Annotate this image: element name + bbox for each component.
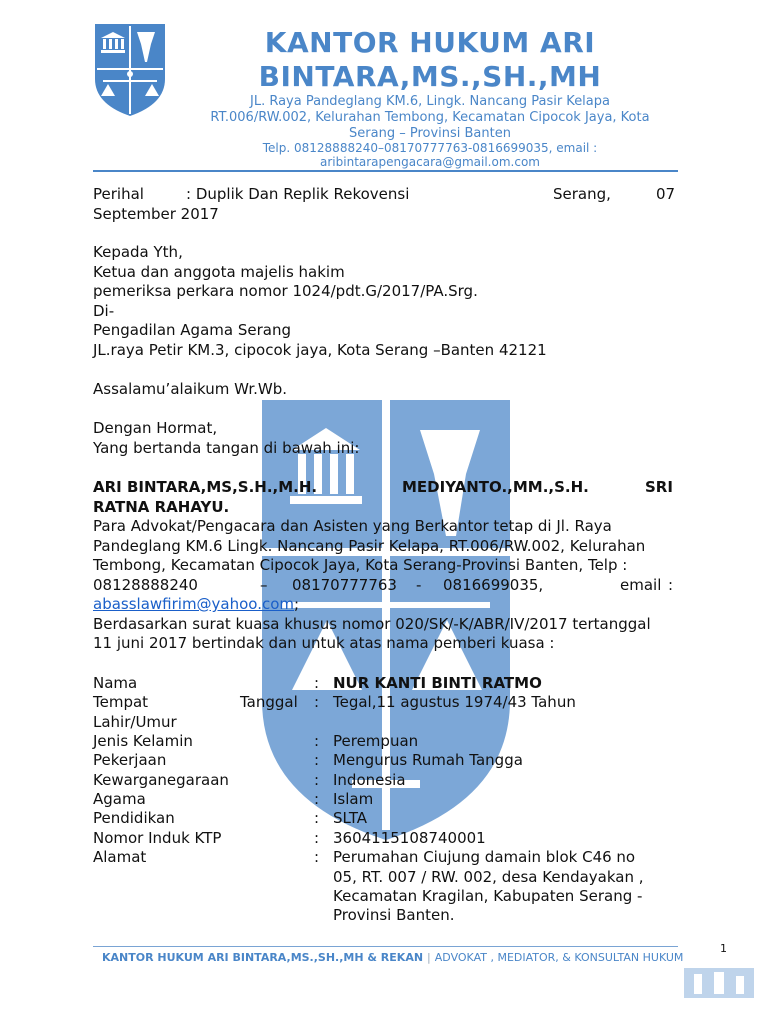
header-divider bbox=[93, 170, 678, 172]
ktp-value: 3604115108740001 bbox=[333, 829, 486, 847]
kuasa-line: 11 juni 2017 bertindak dan untuk atas nama pemberi kuasa : bbox=[93, 634, 555, 652]
signer-name: RATNA RAHAYU. bbox=[93, 498, 230, 516]
colon: : bbox=[314, 848, 320, 866]
contact-line: Telp. 08128888240–08170777763-0816699035, email : bbox=[262, 141, 598, 155]
advocates-line: Pandeglang KM.6 Lingk. Nancang Pasir Kelapa, RT.006/RW.002, Kelurahan bbox=[93, 537, 646, 555]
alamat-line: Kecamatan Kragilan, Kabupaten Serang - bbox=[333, 887, 643, 905]
colon: : bbox=[314, 829, 320, 847]
phone-separator: – bbox=[260, 576, 268, 594]
jk-label: Jenis Kelamin bbox=[93, 732, 193, 750]
greeting: Assalamu’alaikum Wr.Wb. bbox=[93, 380, 287, 398]
agama-value: Islam bbox=[333, 790, 374, 808]
phone-number: 08128888240 bbox=[93, 576, 198, 594]
recipient-line: Pengadilan Agama Serang bbox=[93, 321, 291, 339]
colon: : bbox=[314, 771, 320, 789]
email-row bbox=[93, 595, 299, 613]
corner-watermark-icon bbox=[684, 964, 754, 998]
letter-place: Serang, bbox=[553, 185, 611, 203]
colon: : bbox=[314, 751, 320, 769]
ktp-label: Nomor Induk KTP bbox=[93, 829, 222, 847]
address-line: JL. Raya Pandeglang KM.6, Lingk. Nancang Pasir Kelapa bbox=[250, 94, 610, 109]
email-colon: : bbox=[668, 576, 674, 594]
phone-number: 0816699035, bbox=[443, 576, 544, 594]
colon: : bbox=[314, 809, 320, 827]
alamat-line: 05, RT. 007 / RW. 002, desa Kendayakan , bbox=[333, 868, 644, 886]
address-line: Serang – Provinsi Banten bbox=[349, 126, 511, 141]
ttl-label: Tempat bbox=[93, 693, 149, 711]
colon: : bbox=[314, 674, 320, 692]
recipient-line: Ketua dan anggota majelis hakim bbox=[93, 263, 345, 281]
recipient-line: pemeriksa perkara nomor 1024/pdt.G/2017/PA.Srg. bbox=[93, 282, 478, 300]
email-tail: ; bbox=[294, 595, 300, 613]
didik-label: Pendidikan bbox=[93, 809, 175, 827]
firm-logo bbox=[95, 24, 165, 116]
phone-number: 08170777763 bbox=[292, 576, 397, 594]
letter-day: 07 bbox=[656, 185, 676, 203]
colon: : bbox=[314, 732, 320, 750]
recipient-line: Di- bbox=[93, 302, 115, 320]
alamat-line: Provinsi Banten. bbox=[333, 906, 455, 924]
signer-name: ARI BINTARA,MS,S.H.,M.H. bbox=[93, 478, 318, 496]
recipient-line: JL.raya Petir KM.3, cipocok jaya, Kota Serang –Banten 42121 bbox=[93, 341, 547, 359]
advocates-line: Tembong, Kecamatan Cipocok Jaya, Kota Serang-Provinsi Banten, Telp : bbox=[93, 556, 628, 574]
opening-line: Yang bertanda tangan di bawah ini: bbox=[93, 439, 360, 457]
agama-label: Agama bbox=[93, 790, 146, 808]
contact-email: aribintarapengacara@gmail.om.com bbox=[320, 155, 540, 169]
email-label: email bbox=[620, 576, 662, 594]
alamat-line: Perumahan Ciujung damain blok C46 no bbox=[333, 848, 636, 866]
footer-separator: | bbox=[427, 951, 431, 964]
kerja-label: Pekerjaan bbox=[93, 751, 167, 769]
firm-name-line1: KANTOR HUKUM ARI bbox=[264, 26, 596, 59]
signer-name: MEDIYANTO.,MM.,S.H. bbox=[402, 478, 589, 496]
footer-divider bbox=[93, 946, 678, 947]
phone-separator: - bbox=[416, 576, 422, 594]
warga-value: Indonesia bbox=[333, 771, 406, 789]
nama-value: NUR KANTI BINTI RATMO bbox=[333, 674, 542, 692]
recipient-line: Kepada Yth, bbox=[93, 243, 183, 261]
letter-date: September 2017 bbox=[93, 205, 219, 223]
ttl-label: Lahir/Umur bbox=[93, 713, 177, 731]
firm-name-line2: BINTARA,MS.,SH.,MH bbox=[258, 60, 602, 93]
colon: : bbox=[314, 790, 320, 808]
footer-tagline: ADVOKAT , MEDIATOR, & KONSULTAN HUKUM bbox=[434, 951, 684, 964]
nama-label: Nama bbox=[93, 674, 138, 692]
address-line: RT.006/RW.002, Kelurahan Tembong, Kecamatan Cipocok Jaya, Kota bbox=[210, 110, 650, 125]
ttl-value: Tegal,11 agustus 1974/43 Tahun bbox=[333, 693, 576, 711]
perihal-label: Perihal bbox=[93, 185, 144, 203]
kuasa-line: Berdasarkan surat kuasa khusus nomor 020/SK/-K/ABR/IV/2017 tertanggal bbox=[93, 615, 651, 633]
colon: : bbox=[314, 693, 320, 711]
warga-label: Kewarganegaraan bbox=[93, 771, 229, 789]
ttl-label: Tanggal bbox=[240, 693, 298, 711]
signer-name: SRI bbox=[645, 478, 673, 496]
advocates-line: Para Advokat/Pengacara dan Asisten yang Berkantor tetap di Jl. Raya bbox=[93, 517, 612, 535]
didik-value: SLTA bbox=[333, 809, 368, 827]
kerja-value: Mengurus Rumah Tangga bbox=[333, 751, 523, 769]
footer bbox=[102, 951, 683, 964]
jk-value: Perempuan bbox=[333, 732, 419, 750]
alamat-label: Alamat bbox=[93, 848, 147, 866]
email-link[interactable]: abasslawfirim@yahoo.com bbox=[93, 595, 295, 613]
page-number: 1 bbox=[720, 942, 727, 955]
opening-line: Dengan Hormat, bbox=[93, 419, 218, 437]
footer-firm: KANTOR HUKUM ARI BINTARA,MS.,SH.,MH & REKAN bbox=[102, 951, 424, 964]
perihal-value: : Duplik Dan Replik Rekovensi bbox=[186, 185, 410, 203]
